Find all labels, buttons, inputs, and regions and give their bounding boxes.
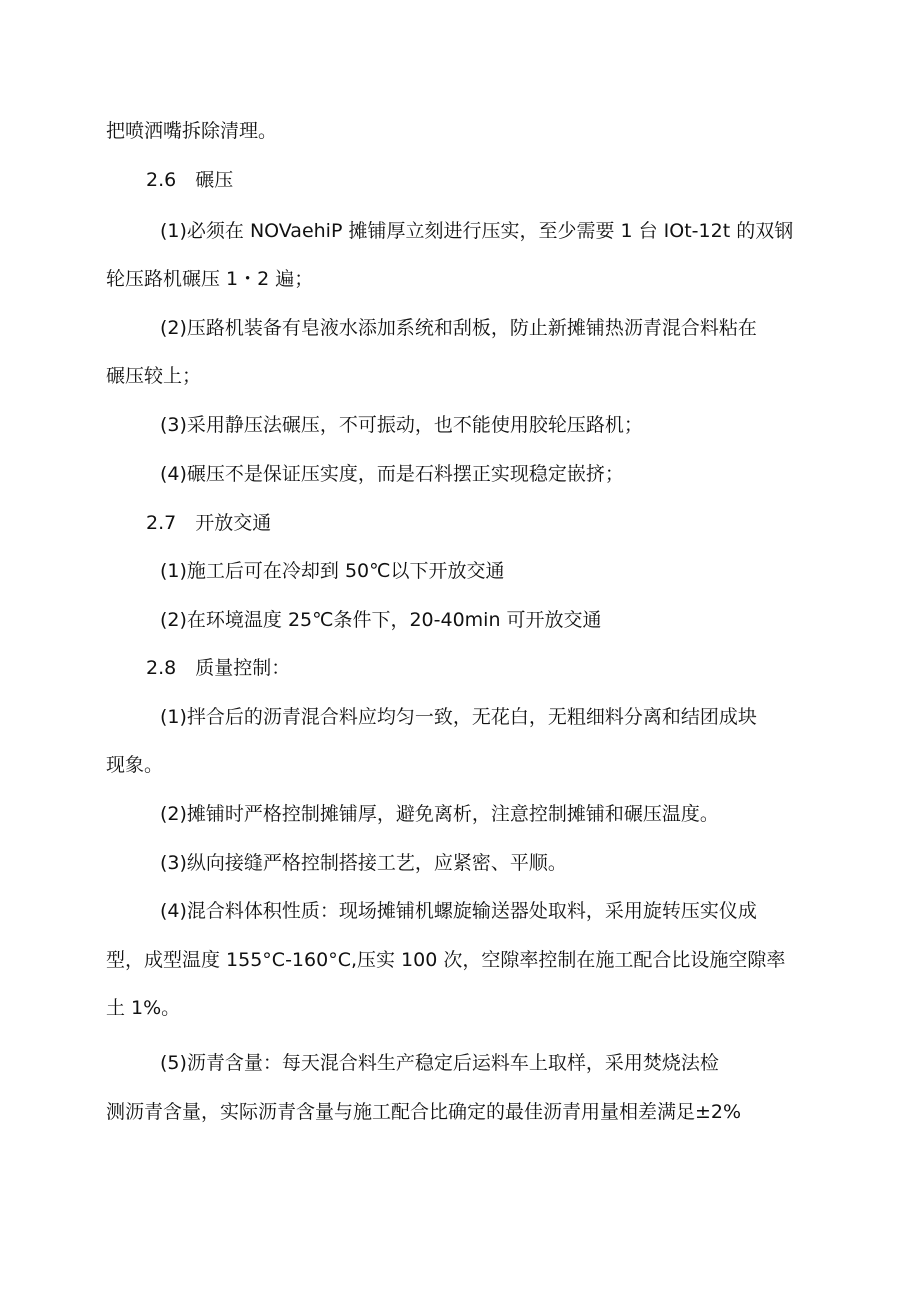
text-line-quality-5-cont: 测沥青含量，实际沥青含量与施工配合比确定的最佳沥青用量相差满足±2% xyxy=(106,1101,742,1123)
text-line-quality-5: (5)沥青含量：每天混合料生产稳定后运料车上取样，采用焚烧法检 xyxy=(160,1052,719,1074)
text-line-quality-4: (4)混合料体积性质：现场摊铺机螺旋输送器处取料，采用旋转压实仪成 xyxy=(160,900,757,922)
text-line-item-1-compaction-cont: 轮压路机碾压 1・2 遍； xyxy=(106,268,314,290)
text-line-item-2-roller-cont: 碾压较上； xyxy=(106,365,202,387)
text-line-continuation: 把喷洒嘴拆除清理。 xyxy=(106,120,278,142)
text-line-quality-1: (1)拌合后的沥青混合料应均匀一致，无花白，无粗细料分离和结团成块 xyxy=(160,706,757,728)
section-heading-2-6: 2.6 碾压 xyxy=(146,169,234,191)
text-line-item-3-static: (3)采用静压法碾压，不可振动，也不能使用胶轮压路机； xyxy=(160,414,643,436)
text-line-traffic-1: (1)施工后可在冷却到 50℃以下开放交通 xyxy=(160,560,505,582)
text-line-quality-3: (3)纵向接缝严格控制搭接工艺，应紧密、平顺。 xyxy=(160,852,567,874)
section-heading-2-7: 2.7 开放交通 xyxy=(146,512,272,534)
text-line-quality-4-cont2: 土 1%。 xyxy=(106,997,181,1019)
section-heading-2-8: 2.8 质量控制： xyxy=(146,657,291,679)
text-line-quality-1-cont: 现象。 xyxy=(106,754,164,776)
text-line-item-4-interlock: (4)碾压不是保证压实度，而是石料摆正实现稳定嵌挤； xyxy=(160,463,624,485)
text-line-item-1-compaction: (1)必须在 NOVaehiP 摊铺厚立刻进行压实，至少需要 1 台 IOt-12t 的双钢 xyxy=(160,220,794,242)
text-line-traffic-2: (2)在环境温度 25℃条件下，20-40min 可开放交通 xyxy=(160,609,602,631)
text-line-quality-4-cont: 型，成型温度 155°C-160°C,压实 100 次，空隙率控制在施工配合比设施空隙率 xyxy=(106,949,786,971)
text-line-item-2-roller: (2)压路机装备有皂液水添加系统和刮板，防止新摊铺热沥青混合料粘在 xyxy=(160,317,757,339)
text-line-quality-2: (2)摊铺时严格控制摊铺厚，避免离析，注意控制摊铺和碾压温度。 xyxy=(160,803,719,825)
